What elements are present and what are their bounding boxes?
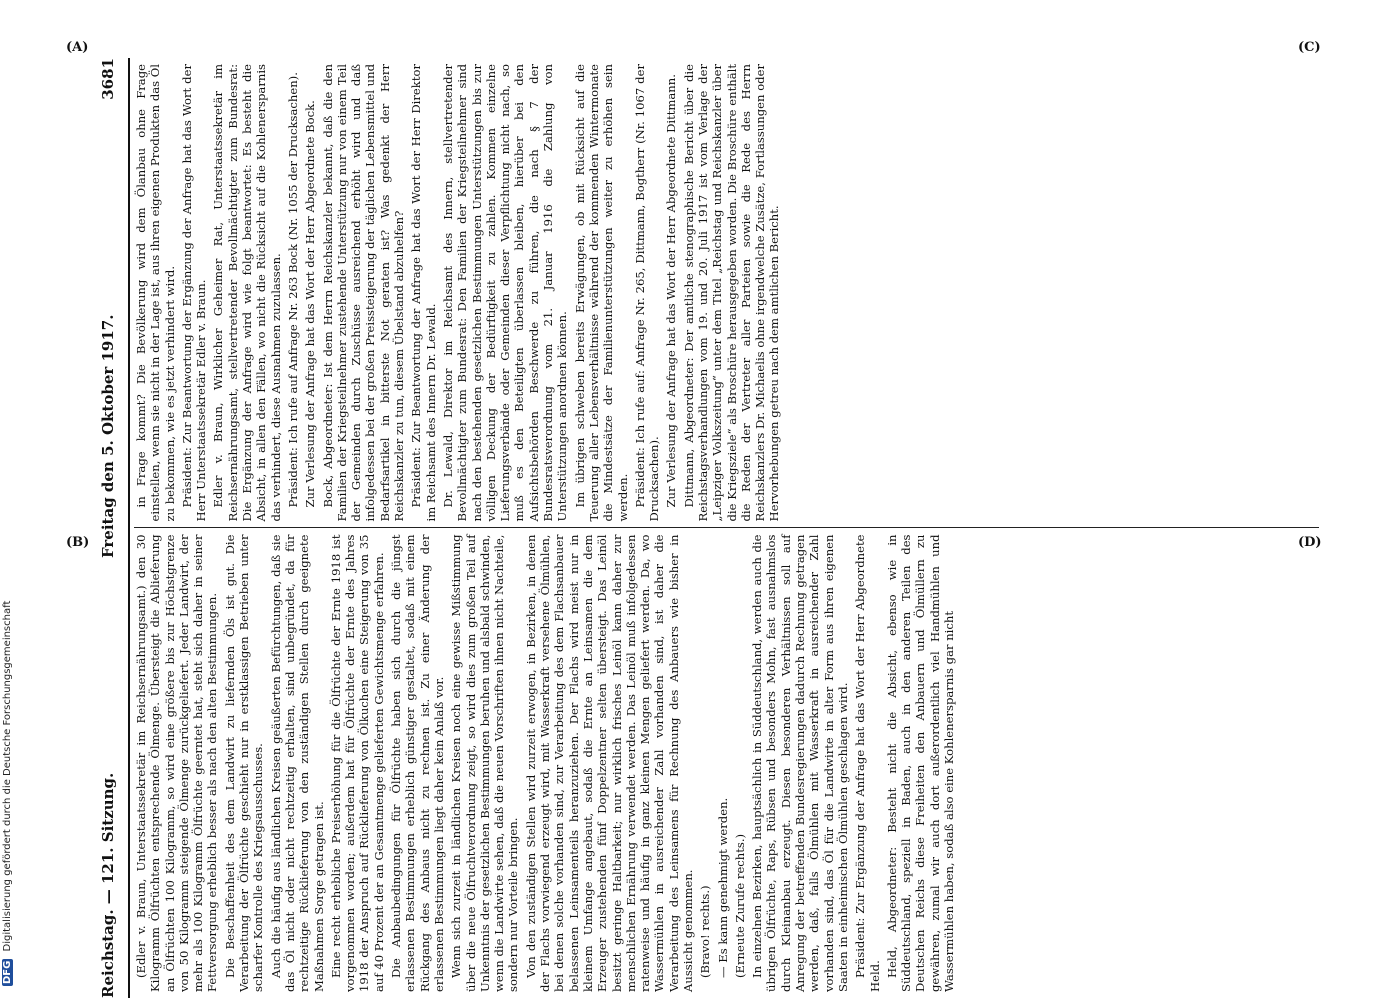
left-column-paragraph: (Bravo! rechts.) — [698, 885, 713, 978]
dfg-logo: DFG — [2, 960, 13, 984]
header-date: Freitag den 5. Oktober 1917. — [99, 314, 117, 558]
right-column-paragraph: Zur Verlesung der Anfrage hat das Wort der Herr Abgeordnete Dittmann. — [664, 74, 679, 508]
right-column-paragraph: Präsident: Ich rufe auf Anfrage Nr. 263 Bock (Nr. 1055 der Drucksachen). — [285, 72, 300, 508]
right-column-paragraph: Dittmann, Abgeordneter: Der amtliche stenographische Bericht über die Reichstagsverhandlungen vom 19. und 20. Juli 1917 ist vom Verlage der „Leipziger Volkszeitung“ unter dem Titel „Reichstag und Reichskanzler über die Kriegsziele“ als Broschüre herausgegeben worden. Die Broschüre enthält die Reden der Vertreter aller Parteien sowie die Rede des Herrn Reichskanzlers Dr. Michaelis ohne irgendwelche Zusätze, Fortlassungen oder Hervorhebungen getreu nach dem amtlichen Bericht. — [681, 64, 782, 522]
left-column-paragraph: Präsident: Zur Ergänzung der Anfrage hat das Wort der Herr Abgeordnete Held. — [853, 534, 882, 992]
page-header — [88, 58, 130, 998]
left-column-paragraph: Wenn sich zurzeit in ländlichen Kreisen noch eine gewisse Mißstimmung über die neue Ölfruchtverordnung zeigt, so wird dies zum großen Teil auf Unkenntnis der gesetzlichen Bestimmungen beruhen und alsbald schwinden, wenn die Landwirte sehen, daß die neuen Vorschriften ihnen nicht Nachteile, sondern nur Vorteile bringen. — [449, 534, 521, 992]
header-page-number: 3681 — [99, 58, 117, 100]
margin-mark-d: (D) — [1298, 535, 1322, 550]
left-column-paragraph: Die Anbaubedingungen für Ölfrüchte haben sich durch die jüngst erlassenen Bestimmungen erheblich günstiger gestaltet, sodaß mit einem Rückgang des Anbaus nicht zu rechnen ist. Zu einer Änderung der erlassenen Bestimmungen liegt daher kein Anlaß vor. — [389, 534, 446, 992]
right-column-paragraph: in Frage kommt? Die Bevölkerung wird dem Ölanbau ohne Frage einstellen, wenn sie nicht in der Lage ist, aus ihren eigenen Produkten das Öl zu bekommen, wie es jetzt verhindert wird. — [134, 63, 177, 522]
left-column — [134, 529, 1319, 999]
left-column-paragraph: Von den zuständigen Stellen wird zurzeit erwogen, in Bezirken, in denen der Flachs vorwiegend erzeugt wird, mit Wasserkraft versehene Ölmühlen, bei denen solche vorhanden sind, zur Verarbeitung des dem Flachsanbauer belassenen Leinsamenteils heranzuziehen. Der Flachs wird meist nur in kleinem Umfange angebaut, sodaß die Ernte an Leinsamen die dem Erzeuger zustehenden fünf Doppelzentner selten übersteigt. Das Leinöl besitzt geringe Haltbarkeit; nur wirklich frisches Leinöl kann daher zur menschlichen Ernährung verwendet werden. Das Leinöl muß infolgedessen ratenweise und häufig in ganz kleinen Mengen geliefert werden. Da, wo Wassermühlen in ausreichender Zahl vorhanden sind, ist daher die Verarbeitung des Leinsamens für Rechnung des Anbauers wie bisher in Aussicht genommen. — [523, 534, 695, 992]
right-column-paragraph: Bock, Abgeordneter: Ist dem Herrn Reichskanzler bekannt, daß die den Familien der Kriegsteilnehmer zustehende Unterstützung nur von einem Teil der Gemeinden durch Zuschüsse ausreichend erhöht wird und daß infolgedessen bei der großen Preissteigerung der täglichen Lebensmittel und Bedarfsartikel in bitterste Not geraten ist? Was gedenkt der Herr Reichskanzler zu tun, diesem Übelstand abzuhelfen? — [320, 64, 407, 522]
right-column-paragraph: Im übrigen schweben bereits Erwägungen, ob mit Rücksicht auf die Teuerung aller Lebensverhältnisse während der kommenden Wintermonate die Mindestsätze der Familienunterstützungen weiter zu erhöhen sein werden. — [572, 64, 630, 522]
left-column-paragraph: Held, Abgeordneter: Besteht nicht die Absicht, ebenso wie in Süddeutschland, speziell in Baden, auch in den anderen Teilen des Deutschen Reichs diese Freiheiten den Anbauern und Ölmüllern zu gewähren, zumal wir auch dort außerordentlich viel Handmühlen und Wassermühlen haben, sodaß also eine Kohlenersparnis gar nicht — [884, 534, 957, 992]
margin-mark-c: (C) — [1298, 40, 1321, 55]
left-column-paragraph: Eine recht erhebliche Preiserhöhung für die Ölfrüchte der Ernte 1918 ist vorgenommen worden; außerdem hat für Ölfrüchte der Ernte des Jahres 1918 der Anspruch auf Rücklieferung von Ölkuchen eine Steigerung von 35 auf 40 Prozent der an Gesamtmenge gelieferten Gewichtsmenge erfahren. — [328, 534, 386, 992]
left-column-paragraph: (Edler v. Braun, Unterstaatssekretär im Reichsernährungsamt.) den 30 Kilogramm Ölfrüchten entsprechende Ölmenge. Übersteigt die Ablieferung an Ölfrüchten 100 Kilogramm, so wird eine größere bis zur Höchstgrenze von 50 Kilogramm steigende Ölmenge zurückgeliefert. Jeder Landwirt, der mehr als 100 Kilogramm Ölfrüchte geerntet hat, steht sich daher in seiner Fettversorgung erheblich besser als nach den alten Bestimmungen. — [134, 534, 220, 992]
margin-mark-b: (B) — [66, 535, 90, 550]
rotated-sheet — [88, 58, 1323, 998]
header-title: Reichstag. — 121. Sitzung. — [99, 772, 117, 998]
right-column-paragraph: Präsident: Zur Beantwortung der Anfrage hat das Wort der Herr Direktor im Reichsamt des Innern Dr. Lewald. — [409, 64, 438, 522]
column-divider — [134, 528, 1319, 529]
left-column-paragraph: Auch die häufig aus ländlichen Kreisen geäußerten Befürchtungen, daß sie das Öl nicht oder nicht rechtzeitig erhalten, sind unbegründet, da für rechtzeitige Rücklieferung von den zuständigen Stellen durch geeignete Maßnahmen Sorge getragen ist. — [268, 534, 326, 992]
right-column-paragraph: Edler v. Braun, Wirklicher Geheimer Rat, Unterstaatssekretär im Reichsernährungsamt, stellvertretender Bevollmächtigter zum Bundesrat: Die Ergänzung der Anfrage wird wie folgt beantwortet: Es besteht die Absicht, in allen den Fällen, wo nicht die Rücksicht auf die Kohlenersparnis das verhindert, diese Ausnahmen zuzulassen. — [211, 64, 283, 522]
left-column-paragraph: In einzelnen Bezirken, hauptsächlich in Süddeutschland, werden auch die übrigen Ölfrüchte, Raps, Rübsen und besonders Mohn, fast ausnahmslos durch Kleinanbau erzeugt. Diesen besonderen Verhältnissen soll auf Anregung der betreffenden Bundesregierungen dadurch Rechnung getragen werden, daß, falls Ölmühlen mit Wasserkraft in ausreichender Zahl vorhanden sind, das Öl für die Landwirte in alter Form aus ihren eigenen Saaten in einheimischen Ölmühlen geschlagen wird. — [750, 534, 850, 992]
right-column-paragraph: Präsident: Zur Beantwortung der Ergänzung der Anfrage hat das Wort der Herr Unterstaatssekretär Edler v. Braun. — [179, 64, 209, 522]
left-column-paragraph: — Es kann genehmigt werden. — [715, 797, 730, 978]
right-column — [134, 58, 1319, 528]
digitization-note — [2, 6, 16, 986]
right-column-paragraph: Dr. Lewald, Direktor im Reichsamt des Innern, stellvertretender Bevollmächtigter zum Bundesrat: Den Familien der Kriegsteilnehmer sind nach den bestehenden gesetzlichen Bestimmungen Unterstützungen bis zur völligen Deckung der Bedürftigkeit zu zahlen. Kommen einzelne Lieferungsverbände oder Gemeinden dieser Verpflichtung nicht nach, so muß es den Beteiligten überlassen bleiben, hierüber bei den Aufsichtsbehörden Beschwerde zu führen, die nach § 7 der Bundesratsverordnung vom 21. Januar 1916 die Zahlung von Unterstützungen anordnen können. — [440, 64, 570, 522]
margin-mark-a: (A) — [66, 40, 89, 55]
right-column-paragraph: Zur Verlesung der Anfrage hat das Wort der Herr Abgeordnete Bock. — [303, 100, 318, 508]
text-columns — [134, 58, 1319, 998]
left-column-paragraph: (Erneute Zurufe rechts.) — [732, 833, 747, 978]
right-column-paragraph: Präsident: Ich rufe auf: Anfrage Nr. 265, Dittmann, Bogtherr (Nr. 1067 der Drucksachen). — [632, 64, 662, 522]
digitization-note-text: Digitalisierung gefördert durch die Deutsche Forschungsgemeinschaft — [2, 600, 13, 952]
left-column-paragraph: Die Beschaffenheit des dem Landwirt zu liefernden Öls ist gut. Die Verarbeitung der Ölfrüchte geschieht nur in erstklassigen Betrieben unter scharfer Kontrolle des Kriegsausschusses. — [222, 534, 266, 992]
